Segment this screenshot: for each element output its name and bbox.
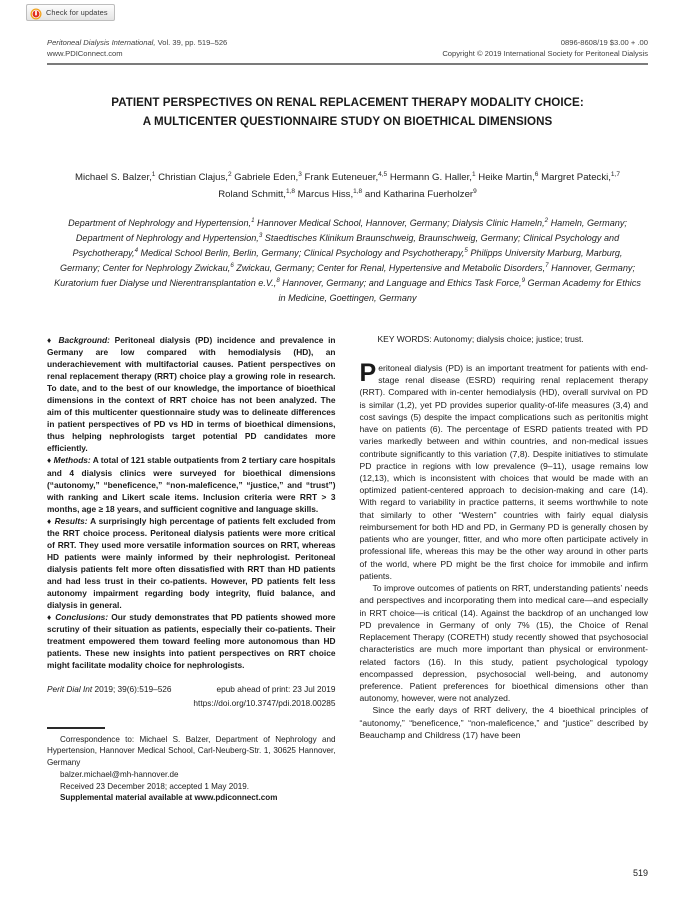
abstract-background: ♦ Background: Peritoneal dialysis (PD) incidence and prevalence in Germany are low compared with hemodialysis (HD), an underachievement with multifactorial causes. Patient perspectives on renal replacement therapy (RRT) choice play a growing role in research. To date, and to the best of our knowledge, the importance of bioethical dimensions in the context of RRT choice has not been analyzed. The aim of this multicenter questionnaire study was to delineate differences in patient perspectives of PD vs HD in terms of bioethical dimensions, thus helping nephrologists target potential PD candidates more efficiently.: [47, 335, 336, 454]
intro-paragraph-3: Since the early days of RRT delivery, the 4 bioethical principles of “autonomy,” “beneficence,” “non-maleficence,” and “justice” described by Beauchamp and Childress (17) have been: [359, 705, 648, 740]
affiliation-list: Department of Nephrology and Hypertension,$^1$ Hannover Medical School, Hannover, Germany; Dialysis Clinic Hameln,$^2$ Hameln, Germany; Department of Nephrology and Hypertension,$^3$ Staedtisches Klinikum Braunschweig, Braunschweig, Germany; Clinical Psychology and Psychotherapy,$^4$ Medical School Berlin, Berlin, Germany; Clinical Psychology and Psychotherapy,$^5$ Philipps University Marburg, Marburg, Germany; Center for Nephrology Zwickau,$^6$ Zwickau, Germany; Center for Renal, Hypertensive and Metabolic Disorders,$^7$ Hannover, Germany; Kuratorium fuer Dialyse und Nierentransplantation e.V.,$^8$ Hannover, Germany; and Language and Ethics Task Force,$^9$ German Academy for Ethics in Medicine, Goettingen, Germany: [54, 216, 641, 304]
correspondence-text: Correspondence to: Michael S. Balzer, Department of Nephrology and Hypertension, Hannover Medical School, Carl-Neuberg-Str. 1, 30625 Hannover, Germany: [47, 734, 336, 768]
journal-header: [47, 38, 648, 60]
drop-cap: P: [359, 358, 377, 387]
citation-source: [47, 683, 172, 695]
check-for-updates-label: Check for updates: [46, 7, 108, 17]
footnote-block: [47, 734, 336, 804]
check-for-updates-badge[interactable]: [26, 4, 115, 21]
crossmark-update-icon: [30, 7, 42, 19]
journal-header-left: [47, 38, 227, 60]
intro-paragraph-2: To improve outcomes of patients on RRT, understanding patients’ needs and perspectives and incorporating them into medical care—and especially in RRT choice—is critical (14). Against the backdrop of an unchanged low PD prevalence in Germany of only 7% (15), the Choice of Renal Replacement Therapy (CORETH) study recently showed that psychosocial characteristics are much more important than physical or environment-related factors (16). In this study, patient psychological typology encompassed depression, psychosocial well-being, and autonomy preference. Patient preferences for bioethical dimensions other than autonomy, however, were not analyzed.: [359, 583, 648, 704]
article-columns: [47, 334, 648, 872]
journal-citation-line: [47, 38, 227, 49]
correspondence-email[interactable]: balzer.michael@mh-hannover.de: [60, 769, 179, 779]
issn-price-line: 0896-8608/19 $3.00 + .00: [560, 38, 648, 47]
intro-paragraph-1: [359, 358, 649, 582]
page-title: [60, 94, 635, 132]
citation-doi[interactable]: https://doi.org/10.3747/pdi.2018.00285: [193, 697, 336, 708]
abstract-column: [47, 334, 336, 872]
abstract-conclusions: ♦ Conclusions: Our study demonstrates that PD patients showed more scrutiny of their situation as patients, especially their co-patients. Their treatment empowered them toward feeling more autonomous than HD patients. These new insights into patient perspectives on RRT choice might facilitate modality choice for nephrologists.: [47, 612, 336, 671]
copyright-line: Copyright © 2019 International Society for Peritoneal Dialysis: [442, 48, 648, 58]
journal-header-right: [442, 38, 648, 60]
journal-website[interactable]: www.PDIConnect.com: [47, 48, 123, 58]
page-number: 519: [632, 868, 648, 878]
title-line-2: A MULTICENTER QUESTIONNAIRE STUDY ON BIOETHICAL DIMENSIONS: [142, 114, 553, 128]
citation-block: [47, 683, 336, 709]
citation-volume-pages: 2019; 39(6):519–526: [92, 684, 172, 695]
journal-volume-pages: Vol. 39, pp. 519–526: [155, 38, 228, 47]
citation-journal-abbrev: Perit Dial Int: [47, 684, 93, 695]
abstract-results: ♦ Results: A surprisingly high percentage of patients felt excluded from the RRT choice process. Peritoneal dialysis patients were more critical of RRT. They used more versatile information sources on RRT, whereas HD patients were mainly informed by their nephrologist. Peritoneal dialysis patients felt more often dissatisfied with RRT than HD patients and had less trust in their co-patients. However, PD patients felt less autonomy impairment regarding body integrity, fluid balance, and dialysis in general.: [47, 515, 336, 611]
abstract-methods: ♦ Methods: A total of 121 stable outpatients from 2 tertiary care hospitals and 4 dialysis clinics were surveyed for bioethical dimensions (“autonomy,” “beneficence,” “non-maleficence,” “justice,” and “trust”) with ranking and Likert scale items. Inclusion criteria were RRT > 3 months, age ≥ 18 years, and sufficient cognitive and language skills.: [47, 455, 336, 514]
keywords-line: KEY WORDS: Autonomy; dialysis choice; justice; trust.: [377, 334, 584, 344]
supplemental-material-note[interactable]: Supplemental material available at www.pdiconnect.com: [60, 793, 278, 803]
journal-name: Peritoneal Dialysis International,: [47, 38, 156, 47]
intro-paragraph-1-text: eritoneal dialysis (PD) is an important treatment for patients with end-stage renal disease (ESRD) requiring renal replacement therapy (RRT). Compared with in-center hemodialysis (HD), overall survival on PD is similar (1,2), yet PD provides superior quality-of-life measures (3,4) and cost savings (5) despite the impact complications such as peritonitis might have on patients (6). The percentage of ESRD patients treated with PD varies markedly between and within countries, and non-medical issues contribute significantly to this variation (7,8). Despite initiatives to stimulate PD practice in regions with low prevalence (9–11), usage remains low (12,13), which is inconsistent with choices that would be made with an optimized patient-centered approach to decision-making and care (14). With regard to variability in practice patterns, it seems worthwhile to note that similarly to other “Western” countries with fairly equal dialysis reimbursement for both HD and PD, in Germany PD is generally chosen by patients who are younger, fitter, and who more often participate actively in professional life, whereas this may be the other way around in other parts of the world, where PD might be the first choice for immobile and infirm patients.: [359, 362, 648, 581]
footnote-divider: [47, 727, 105, 728]
citation-epub: epub ahead of print: 23 Jul 2019: [216, 684, 336, 695]
header-divider: [47, 63, 648, 65]
citation-row-primary: [47, 683, 336, 695]
introduction-column: [360, 334, 649, 872]
title-line-1: PATIENT PERSPECTIVES ON RENAL REPLACEMENT THERAPY MODALITY CHOICE:: [111, 96, 584, 109]
author-list: Michael S. Balzer,$^1$ Christian Clajus,$^2$ Gabriele Eden,$^3$ Frank Euteneuer,$^{4,5}$ Hermann G. Haller,$^1$ Heike Martin,$^6$ Margret Patecki,$^{1,7}$ Roland Schmitt,$^{1,8}$ Marcus Hiss,$^{1,8}$ and Katharina Fuerholzer$^9$: [75, 170, 620, 200]
received-accepted-dates: Received 23 December 2018; accepted 1 May 2019.: [60, 781, 249, 791]
